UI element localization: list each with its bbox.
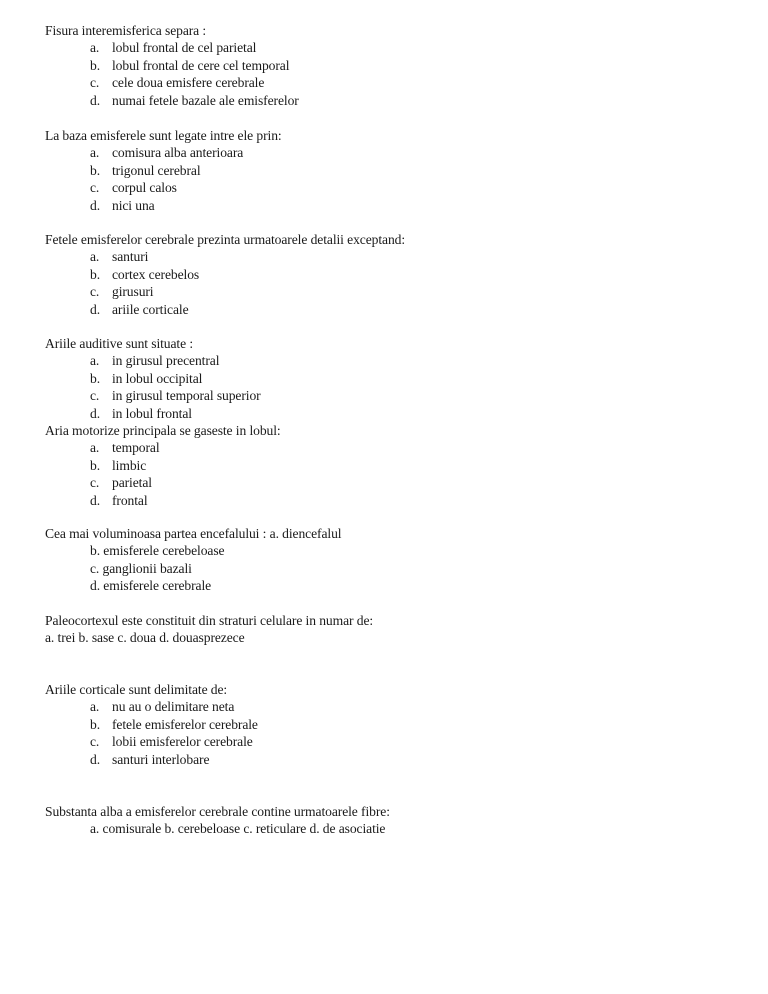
question-text: Fetele emisferelor cerebrale prezinta urmatoarele detalii exceptand: bbox=[45, 232, 406, 247]
option-item: c. parietal bbox=[90, 475, 152, 491]
option-item: b. trigonul cerebral bbox=[90, 162, 201, 178]
option-list bbox=[45, 352, 281, 422]
option-item: b. emisferele cerebeloase bbox=[90, 543, 225, 559]
question-text: Paleocortexul este constituit din straturi celulare in numar de: bbox=[45, 613, 374, 628]
option-item: a. lobul frontal de cel parietal bbox=[90, 40, 257, 56]
option-item: b. lobul frontal de cere cel temporal bbox=[90, 57, 290, 73]
option-list bbox=[45, 698, 258, 768]
option-list bbox=[45, 248, 405, 318]
question-9 bbox=[45, 803, 390, 838]
question-text: Ariile auditive sunt situate : bbox=[45, 336, 194, 351]
question-6 bbox=[45, 525, 341, 595]
option-item: d. frontal bbox=[90, 492, 148, 508]
question-text: Aria motorize principala se gaseste in lobul: bbox=[45, 422, 281, 438]
option-item: c. corpul calos bbox=[90, 180, 177, 196]
question-text: Fisura interemisferica separa : bbox=[45, 23, 207, 38]
option-item: a. comisurale b. cerebeloase c. reticulare d. de asociatie bbox=[90, 821, 386, 837]
option-item: a. comisura alba anterioara bbox=[90, 145, 244, 161]
option-item: c. cele doua emisfere cerebrale bbox=[90, 75, 265, 91]
option-item: a. nu au o delimitare neta bbox=[90, 699, 235, 715]
option-item: a. temporal bbox=[90, 440, 160, 456]
option-list bbox=[45, 439, 281, 509]
option-item: c. ganglionii bazali bbox=[90, 560, 192, 576]
option-item: d. santuri interlobare bbox=[90, 751, 210, 767]
option-item: c. in girusul temporal superior bbox=[90, 388, 261, 404]
question-text: La baza emisferele sunt legate intre ele prin: bbox=[45, 128, 282, 143]
option-item: d. numai fetele bazale ale emisferelor bbox=[90, 92, 299, 108]
option-item: c. girusuri bbox=[90, 284, 154, 300]
option-item: d. ariile corticale bbox=[90, 301, 189, 317]
option-item: b. cortex cerebelos bbox=[90, 266, 200, 282]
option-list bbox=[45, 144, 282, 214]
option-item: c. lobii emisferelor cerebrale bbox=[90, 734, 253, 750]
option-line: a. trei b. sase c. doua d. douasprezece bbox=[45, 630, 245, 646]
question-7 bbox=[45, 612, 373, 647]
question-8 bbox=[45, 681, 258, 768]
option-item: a. santuri bbox=[90, 249, 149, 265]
question-3 bbox=[45, 231, 405, 318]
question-text: Cea mai voluminoasa partea encefalului : a. diencefalul bbox=[45, 526, 342, 541]
option-list bbox=[45, 39, 299, 109]
question-1 bbox=[45, 22, 299, 109]
option-item: d. in lobul frontal bbox=[90, 405, 192, 421]
question-4 bbox=[45, 335, 281, 509]
question-2 bbox=[45, 127, 282, 214]
option-item: b. in lobul occipital bbox=[90, 370, 203, 386]
question-text: Ariile corticale sunt delimitate de: bbox=[45, 682, 228, 697]
option-item: d. nici una bbox=[90, 197, 155, 213]
question-text: Substanta alba a emisferelor cerebrale contine urmatoarele fibre: bbox=[45, 804, 390, 819]
option-item: d. emisferele cerebrale bbox=[90, 578, 212, 594]
option-item: b. fetele emisferelor cerebrale bbox=[90, 716, 258, 732]
option-item: b. limbic bbox=[90, 457, 147, 473]
option-item: a. in girusul precentral bbox=[90, 353, 220, 369]
